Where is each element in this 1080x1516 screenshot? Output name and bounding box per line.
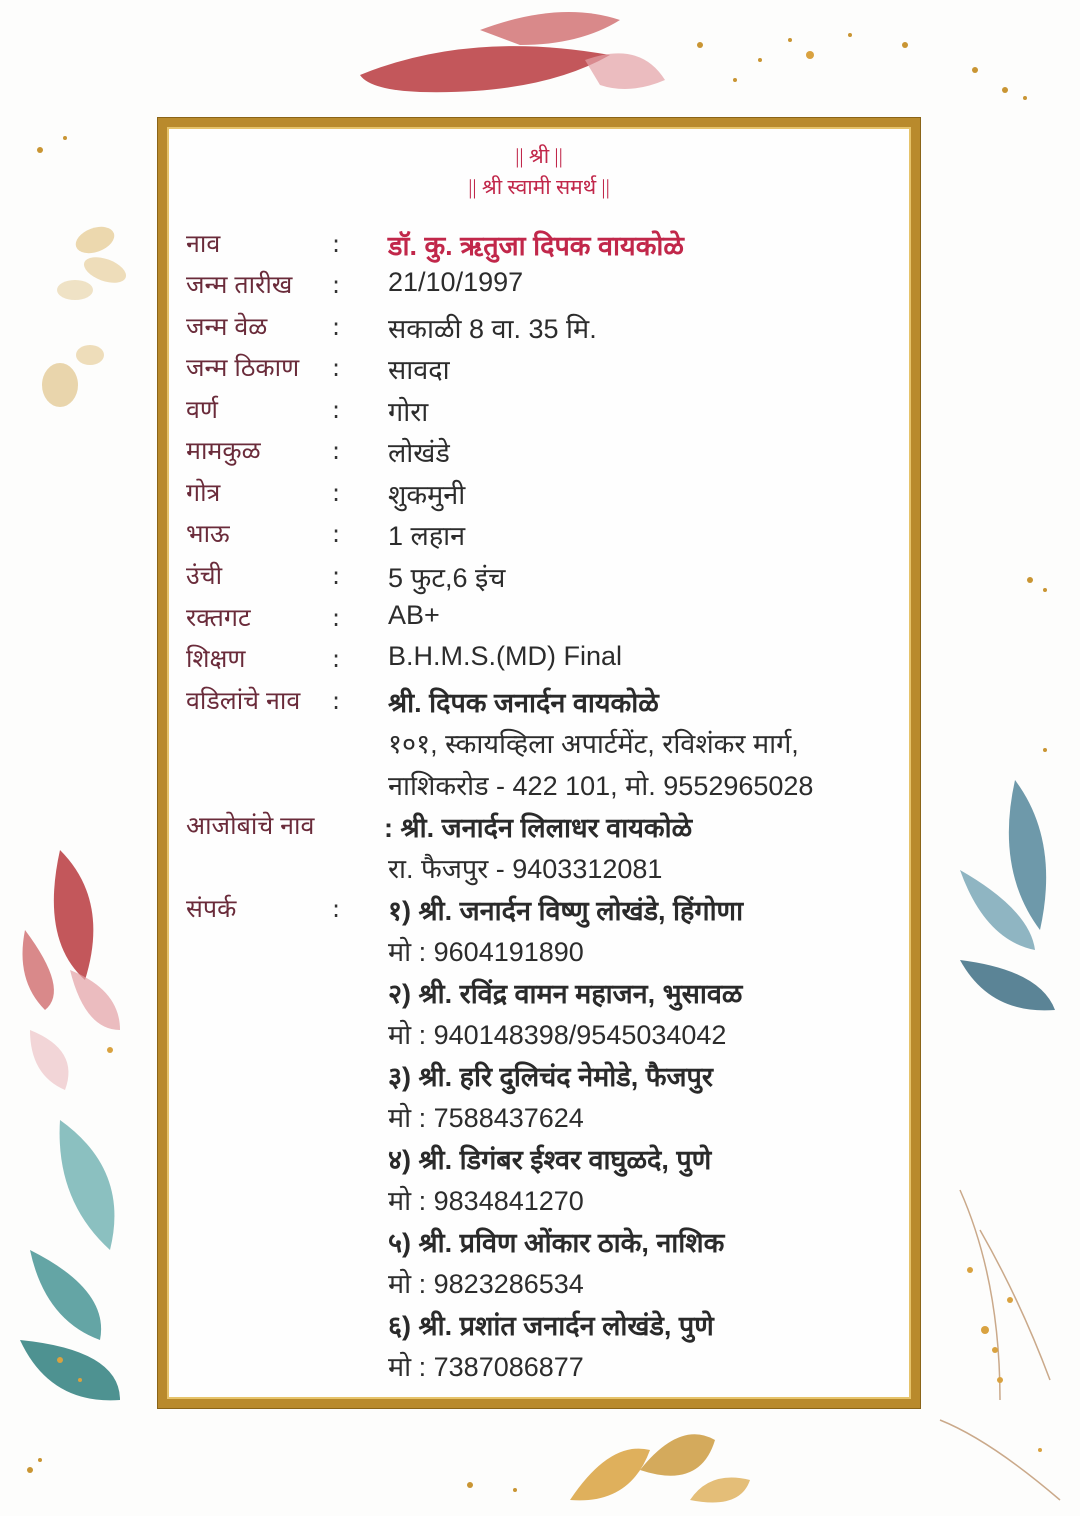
colon: : [332, 396, 341, 424]
label-height: उंची [186, 562, 223, 590]
contact-name-6: ६) श्री. प्रशांत जनार्दन लोखंडे, पुणे [388, 1311, 714, 1341]
value-birth-time: सकाळी 8 वा. 35 मि. [388, 314, 597, 344]
label-father-name: वडिलांचे नाव [186, 687, 301, 715]
contact-phone-1: मो : 9604191890 [388, 937, 584, 967]
colon: : [332, 230, 341, 258]
value-complexion: गोरा [388, 397, 429, 427]
contact-name-5: ५) श्री. प्रविण ओंकार ठाके, नाशिक [388, 1228, 725, 1258]
contact-name-1: १) श्री. जनार्दन विष्णु लोखंडे, हिंगोणा [388, 896, 744, 926]
colon: : [332, 520, 341, 548]
grandfather-address: रा. फैजपुर - 9403312081 [388, 854, 663, 884]
label-brother: भाऊ [186, 520, 230, 548]
value-birth-place: सावदा [388, 355, 450, 385]
colon: : [332, 604, 341, 632]
label-birth-date: जन्म तारीख [186, 271, 293, 299]
contact-phone-6: मो : 7387086877 [388, 1352, 584, 1382]
label-grandfather-name: आजोबांचे नाव [186, 812, 315, 840]
contact-name-2: २) श्री. रविंद्र वामन महाजन, भुसावळ [388, 979, 743, 1009]
colon: : [332, 645, 341, 673]
value-brother: 1 लहान [388, 521, 466, 551]
label-maternal-clan: मामकुळ [186, 437, 261, 465]
label-name: नाव [186, 230, 221, 258]
value-height: 5 फुट,6 इंच [388, 563, 506, 593]
father-address-line1: १०१, स्कायव्हिला अपार्टमेंट, रविशंकर मार्ग, [388, 729, 799, 759]
value-father-name: श्री. दिपक जनार्दन वायकोळे [388, 688, 659, 718]
header-shri: || श्री || [515, 144, 563, 168]
label-blood-group: रक्तगट [186, 604, 251, 632]
father-address-line2: नाशिकरोड - 422 101, मो. 9552965028 [388, 771, 814, 801]
value-birth-date: 21/10/1997 [388, 267, 524, 297]
colon: : [332, 437, 341, 465]
contact-phone-4: मो : 9834841270 [388, 1186, 584, 1216]
value-education: B.H.M.S.(MD) Final [388, 641, 623, 671]
colon: : [332, 895, 341, 923]
label-education: शिक्षण [186, 645, 246, 673]
label-gotra: गोत्र [186, 479, 221, 507]
contact-name-4: ४) श्री. डिगंबर ईश्वर वाघुळदे, पुणे [388, 1145, 712, 1175]
colon: : [332, 562, 341, 590]
value-maternal-clan: लोखंडे [388, 438, 450, 468]
label-complexion: वर्ण [186, 396, 218, 424]
value-blood-group: AB+ [388, 600, 440, 630]
value-gotra: शुकमुनी [388, 480, 466, 510]
colon: : [332, 271, 341, 299]
contact-name-3: ३) श्री. हरि दुलिचंद नेमोडे, फैजपुर [388, 1062, 713, 1092]
label-birth-time: जन्म वेळ [186, 313, 268, 341]
colon: : [332, 479, 341, 507]
value-grandfather-name: : श्री. जनार्दन लिलाधर वायकोळे [384, 813, 693, 843]
value-name: डॉ. कु. ऋतुजा दिपक वायकोळे [388, 231, 684, 261]
label-contact: संपर्क [186, 895, 237, 923]
header-swami-samarth: || श्री स्वामी समर्थ || [468, 175, 610, 199]
contact-phone-5: मो : 9823286534 [388, 1269, 584, 1299]
label-birth-place: जन्म ठिकाण [186, 354, 300, 382]
contact-phone-2: मो : 940148398/9545034042 [388, 1020, 727, 1050]
contact-phone-3: मो : 7588437624 [388, 1103, 584, 1133]
colon: : [332, 354, 341, 382]
colon: : [332, 687, 341, 715]
colon: : [332, 313, 341, 341]
